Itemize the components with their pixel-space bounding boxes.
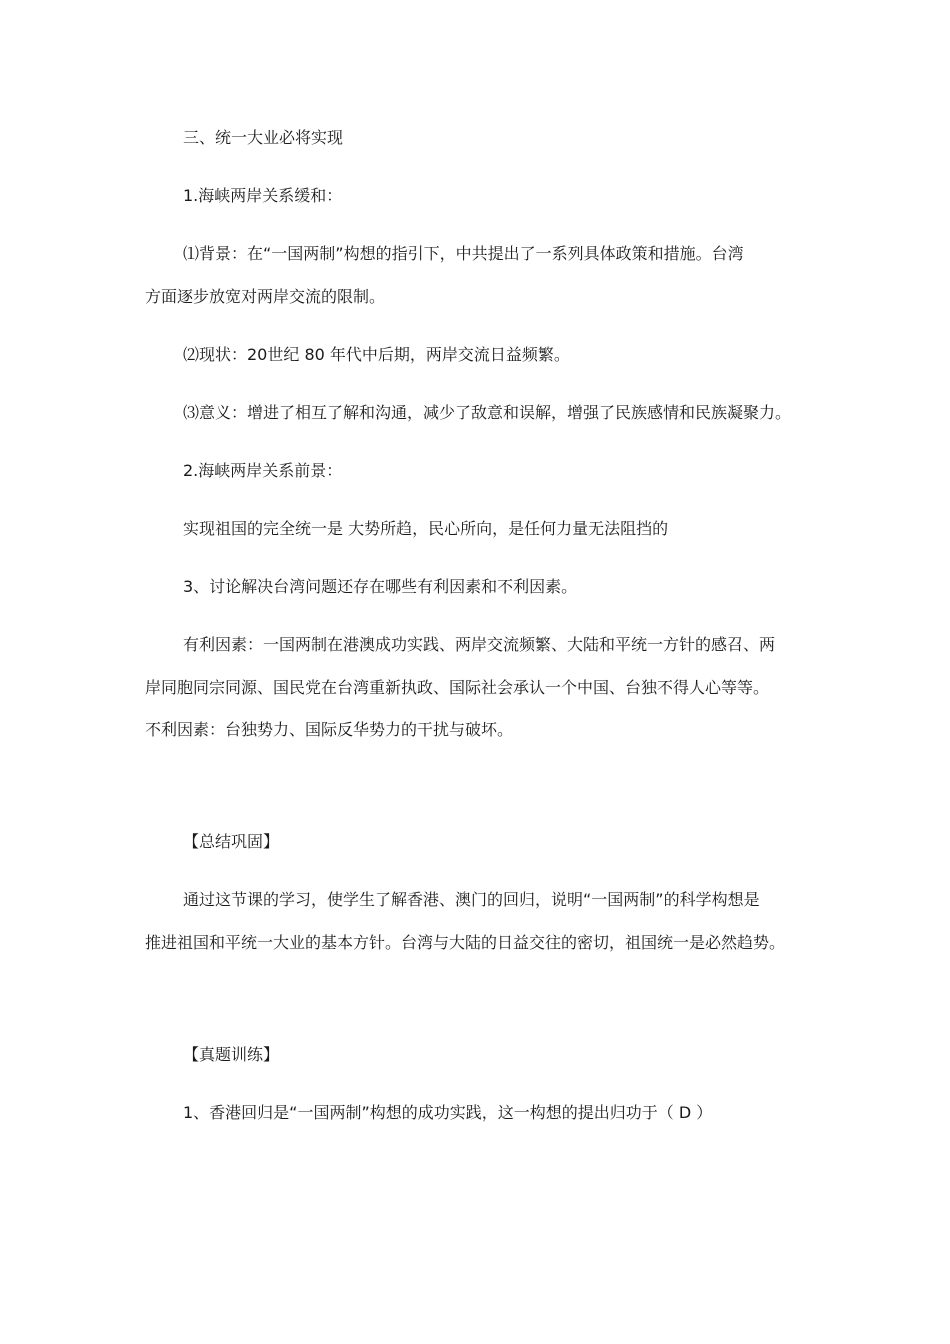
subsection-title-prospect: 2.海峡两岸关系前景： xyxy=(183,461,343,480)
significance-text: ⑶意义：增进了相互了解和沟通，减少了敌意和误解，增强了民族感情和民族凝聚力。 xyxy=(183,403,792,422)
favorable-factors-line-2: 岸同胞同宗同源、国民党在台湾重新执政、国际社会承认一个中国、台独不得人心等等。 xyxy=(145,678,770,697)
practice-question-1: 1、香港回归是“一国两制”构想的成功实践，这一构想的提出归功于（ D ） xyxy=(183,1103,713,1122)
practice-heading: 【真题训练】 xyxy=(183,1045,280,1064)
unfavorable-factors: 不利因素：台独势力、国际反华势力的干扰与破坏。 xyxy=(145,720,514,739)
summary-heading: 【总结巩固】 xyxy=(183,832,280,851)
section-heading: 三、统一大业必将实现 xyxy=(183,128,344,147)
background-text-line-1: ⑴背景：在“一国两制”构想的指引下，中共提出了一系列具体政策和措施。台湾 xyxy=(183,244,744,263)
subsection-title-relations-ease: 1.海峡两岸关系缓和： xyxy=(183,186,343,205)
prospect-text: 实现祖国的完全统一是 大势所趋，民心所向，是任何力量无法阻挡的 xyxy=(183,519,669,538)
favorable-factors-line-1: 有利因素：一国两制在港澳成功实践、两岸交流频繁、大陆和平统一方针的感召、两 xyxy=(183,635,776,654)
summary-text-line-1: 通过这节课的学习，使学生了解香港、澳门的回归，说明“一国两制”的科学构想是 xyxy=(183,890,760,909)
discussion-question: 3、讨论解决台湾问题还存在哪些有利因素和不利因素。 xyxy=(183,577,578,596)
background-text-line-2: 方面逐步放宽对两岸交流的限制。 xyxy=(145,287,386,306)
summary-text-line-2: 推进祖国和平统一大业的基本方针。台湾与大陆的日益交往的密切，祖国统一是必然趋势。 xyxy=(145,933,786,952)
status-text: ⑵现状：20世纪 80 年代中后期，两岸交流日益频繁。 xyxy=(183,345,570,364)
